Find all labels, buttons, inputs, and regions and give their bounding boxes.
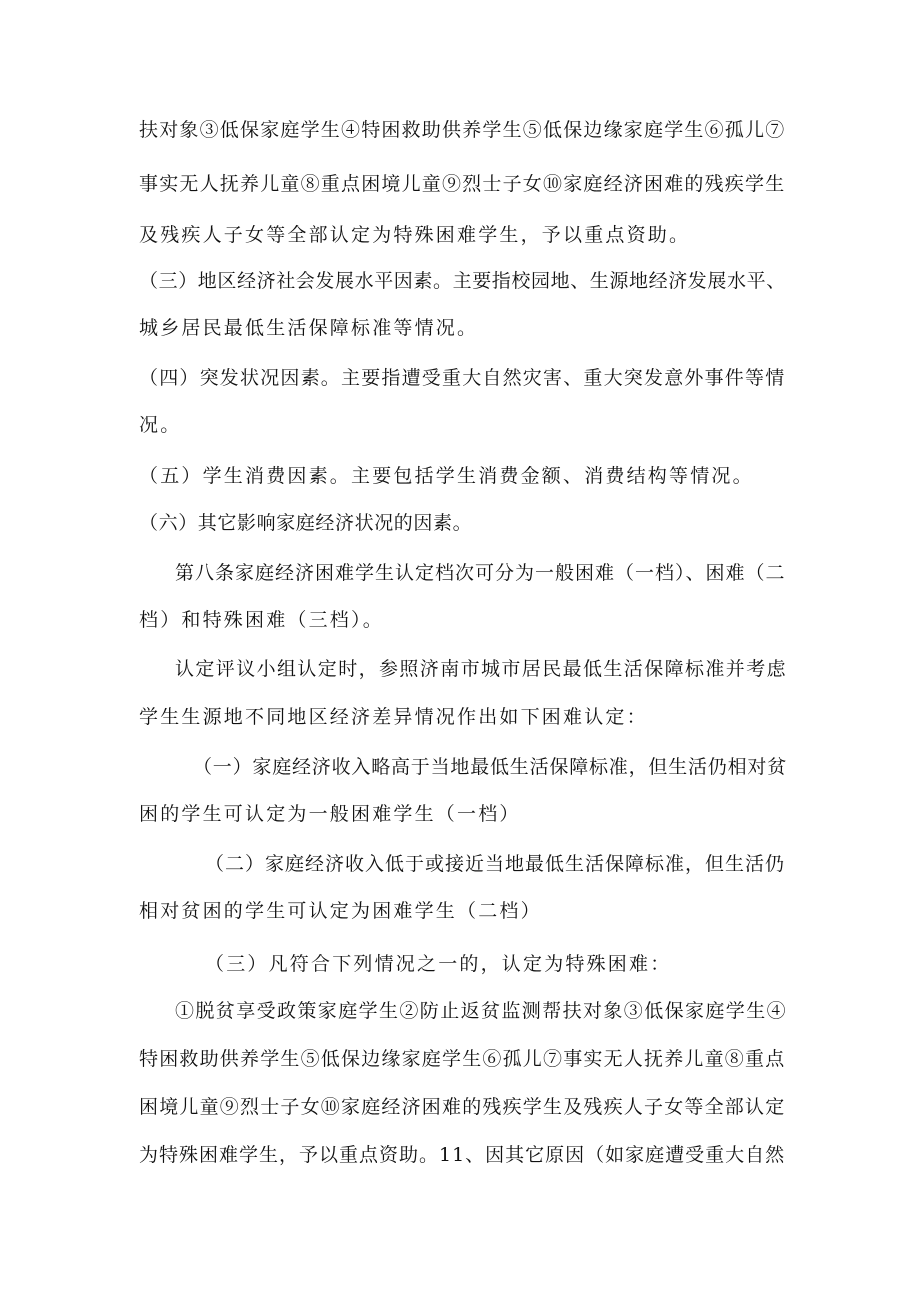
text-line-2: 事实无人抚养儿童⑧重点困境儿童⑨烈士子女⑩家庭经济困难的残疾学生 — [139, 173, 786, 195]
text-line-10: 第八条家庭经济困难学生认定档次可分为一般困难（一档）、困难（二 — [175, 562, 786, 584]
text-line-20: 特困救助供养学生⑤低保边缘家庭学生⑥孤儿⑦事实无人抚养儿童⑧重点 — [139, 1048, 786, 1070]
text-line-22: 为特殊困难学生，予以重点资助。11、因其它原因（如家庭遭受重大自然 — [139, 1144, 786, 1166]
text-line-4: （三）地区经济社会发展水平因素。主要指校园地、生源地经济发展水平、 — [139, 270, 786, 292]
text-line-15: 困的学生可认定为一般困难学生（一档） — [139, 803, 521, 825]
text-line-1: 扶对象③低保家庭学生④特困救助供养学生⑤低保边缘家庭学生⑥孤儿⑦ — [139, 119, 786, 141]
text-line-7: 况。 — [139, 414, 182, 436]
text-line-18: （三）凡符合下列情况之一的，认定为特殊困难： — [205, 953, 672, 975]
text-line-12: 认定评议小组认定时，参照济南市城市居民最低生活保障标准并考虑 — [175, 658, 788, 680]
text-line-9: （六）其它影响家庭经济状况的因素。 — [139, 512, 473, 534]
text-line-17: 相对贫困的学生可认定为困难学生（二档） — [139, 900, 542, 922]
text-line-13: 学生生源地不同地区经济差异情况作出如下困难认定： — [139, 706, 648, 728]
text-line-8: （五）学生消费因素。主要包括学生消费金额、消费结构等情况。 — [139, 465, 754, 487]
text-line-21: 困境儿童⑨烈士子女⑩家庭经济困难的残疾学生及残疾人子女等全部认定 — [139, 1096, 786, 1118]
text-line-6: （四）突发状况因素。主要指遭受重大自然灾害、重大突发意外事件等情 — [139, 367, 786, 389]
text-line-5: 城乡居民最低生活保障标准等情况。 — [139, 317, 479, 339]
text-line-16: （二）家庭经济收入低于或接近当地最低生活保障标准，但生活仍 — [205, 853, 786, 875]
text-line-14: （一）家庭经济收入略高于当地最低生活保障标准，但生活仍相对贫 — [193, 756, 788, 778]
text-line-11: 档）和特殊困难（三档）。 — [139, 609, 384, 631]
text-line-19: ①脱贫享受政策家庭学生②防止返贫监测帮扶对象③低保家庭学生④ — [175, 1000, 788, 1022]
text-line-3: 及残疾人子女等全部认定为特殊困难学生，予以重点资助。 — [139, 224, 691, 246]
